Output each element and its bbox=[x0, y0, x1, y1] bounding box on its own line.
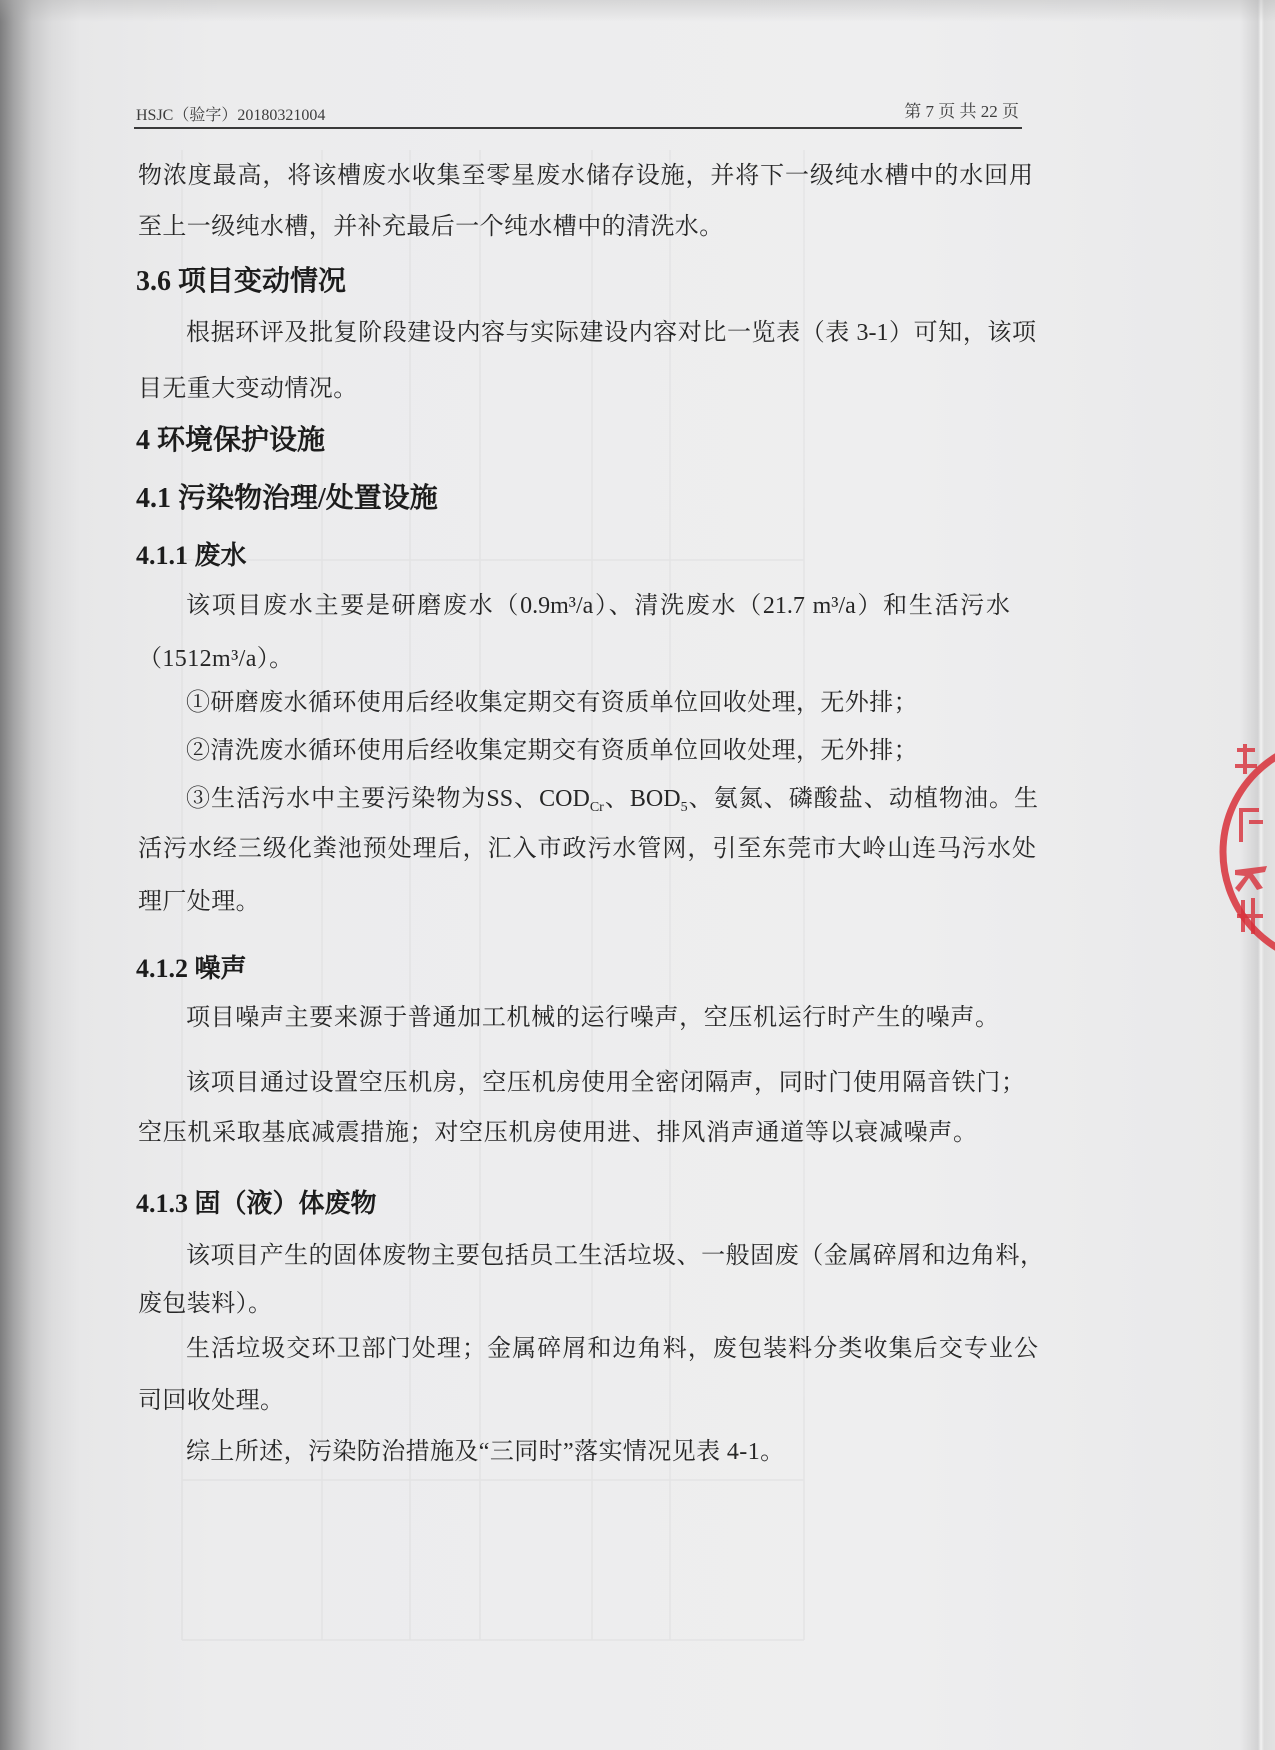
item-3-text-a: ③生活污水中主要污染物为SS、COD bbox=[186, 786, 590, 812]
section-3-6-paragraph-line-1: 根据环评及批复阶段建设内容与实际建设内容对比一览表（表 3-1）可知，该项 bbox=[186, 320, 1036, 346]
noise-paragraph-2-line-2: 空压机采取基底减震措施；对空压机房使用进、排风消声通道等以衰减噪声。 bbox=[138, 1120, 977, 1146]
solid-waste-paragraph-2-line-1: 生活垃圾交环卫部门处理；金属碎屑和边角料，废包装料分类收集后交专业公 bbox=[186, 1336, 1038, 1362]
wastewater-item-3-line-2: 活污水经三级化粪池预处理后，汇入市政污水管网，引至东莞市大岭山连马污水处 bbox=[138, 836, 1036, 862]
solid-waste-paragraph-1-line-2: 废包装料）。 bbox=[138, 1291, 273, 1317]
section-3-6-paragraph-line-2: 目无重大变动情况。 bbox=[138, 376, 358, 402]
summary-paragraph: 综上所述，污染防治措施及“三同时”落实情况见表 4-1。 bbox=[186, 1439, 785, 1465]
section-heading-4-1-3: 4.1.3 固（液）体废物 bbox=[136, 1189, 377, 1218]
cod-cr-subscript: Cr bbox=[589, 800, 604, 815]
wastewater-item-3-line-3: 理厂处理。 bbox=[138, 889, 260, 915]
continued-paragraph-line-2: 至上一级纯水槽，并补充最后一个纯水槽中的清洗水。 bbox=[138, 214, 724, 240]
section-heading-4: 4 环境保护设施 bbox=[136, 425, 326, 456]
wastewater-item-1: ①研磨废水循环使用后经收集定期交有资质单位回收处理，无外排； bbox=[186, 690, 918, 716]
section-heading-4-1-2: 4.1.2 噪声 bbox=[136, 954, 247, 983]
seal-ring bbox=[1223, 740, 1275, 964]
wastewater-item-2: ②清洗废水循环使用后经收集定期交有资质单位回收处理，无外排； bbox=[186, 738, 918, 764]
wastewater-intro-line-1: 该项目废水主要是研磨废水（0.9m³/a）、清洗废水（21.7 m³/a）和生活污水 bbox=[186, 593, 1010, 619]
noise-paragraph-1: 项目噪声主要来源于普通加工机械的运行噪声，空压机运行时产生的噪声。 bbox=[186, 1005, 999, 1031]
item-3-text-b: 、BOD bbox=[603, 786, 681, 812]
bod5-subscript: 5 bbox=[680, 800, 688, 815]
page-number: 第 7 页 共 22 页 bbox=[904, 102, 1019, 121]
solid-waste-paragraph-2-line-2: 司回收处理。 bbox=[138, 1388, 285, 1414]
section-heading-3-6: 3.6 项目变动情况 bbox=[136, 266, 347, 297]
wastewater-item-3-line-1 bbox=[138, 784, 1038, 816]
document-number: HSJC（验字）20180321004 bbox=[136, 107, 326, 124]
section-heading-4-1-1: 4.1.1 废水 bbox=[136, 541, 247, 570]
item-3-text-c: 、氨氮、磷酸盐、动植物油。生 bbox=[687, 786, 1038, 812]
wastewater-intro-line-2: （1512m³/a）。 bbox=[138, 646, 294, 672]
section-heading-4-1: 4.1 污染物治理/处置设施 bbox=[136, 483, 438, 514]
continued-paragraph-line-1: 物浓度最高，将该槽废水收集至零星废水储存设施，并将下一级纯水槽中的水回用 bbox=[138, 163, 1033, 189]
solid-waste-paragraph-1-line-1: 该项目产生的固体废物主要包括员工生活垃圾、一般固废（金属碎屑和边角料， bbox=[186, 1243, 1044, 1269]
noise-paragraph-2-line-1: 该项目通过设置空压机房，空压机房使用全密闭隔声，同时门使用隔音铁门； bbox=[186, 1070, 1025, 1096]
red-seal-stamp bbox=[1205, 720, 1275, 980]
header-rule bbox=[134, 127, 1022, 129]
